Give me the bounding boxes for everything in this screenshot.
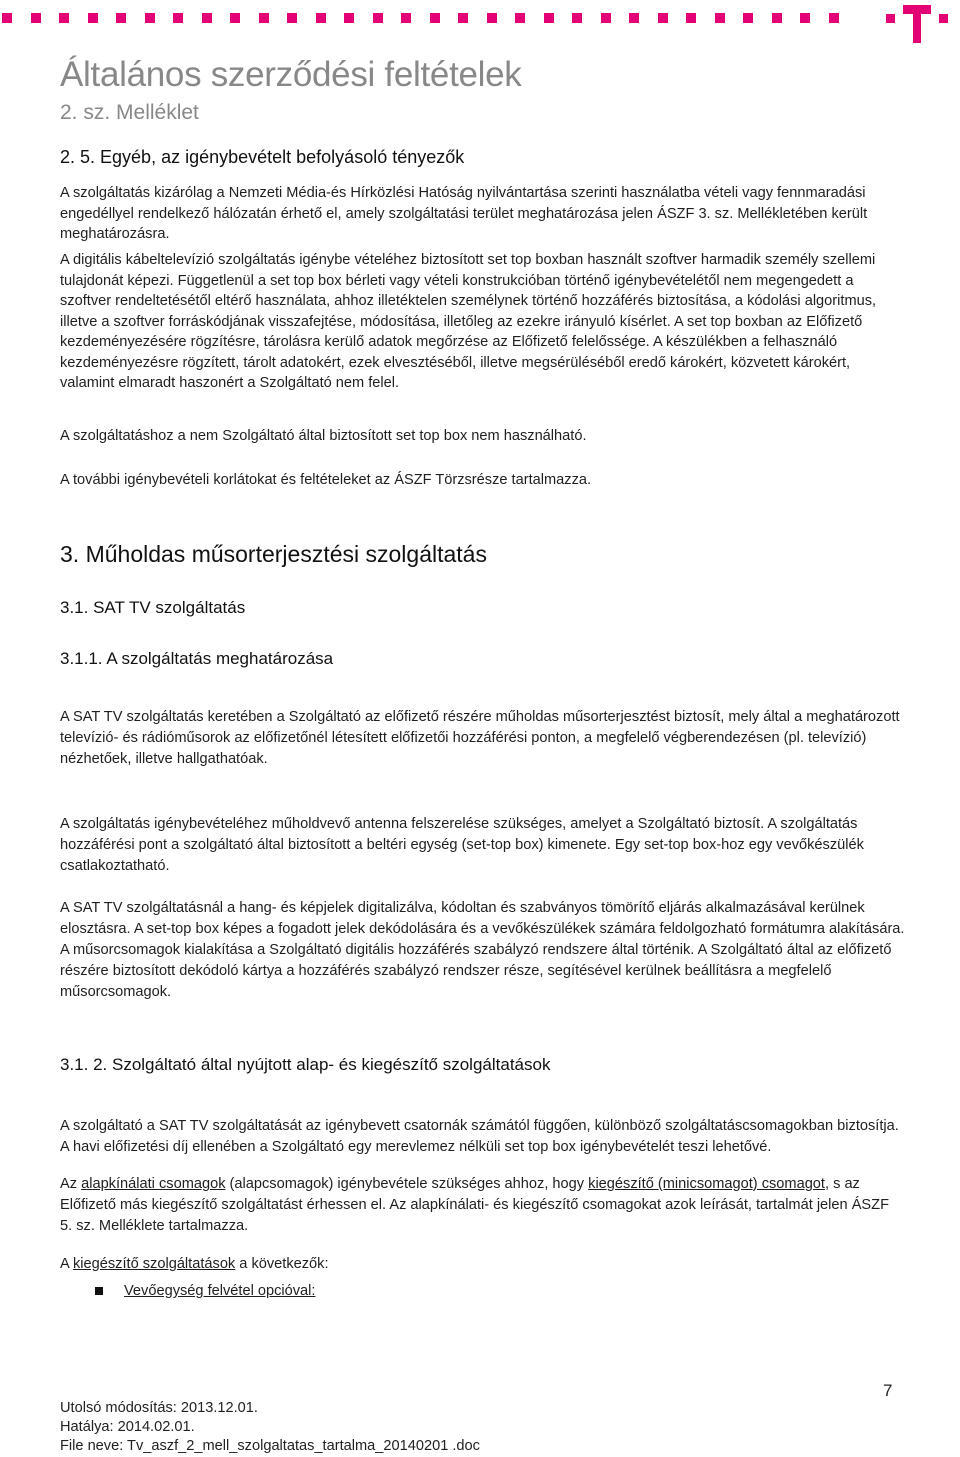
brand-dot [59,13,69,23]
brand-dot [715,13,725,23]
bullet-item: Vevőegység felvétel opcióval: [124,1283,316,1299]
brand-dot [145,13,155,23]
brand-dot [2,13,12,23]
document-subtitle: 2. sz. Melléklet [60,101,199,124]
brand-dot [316,13,326,23]
brand-dot [202,13,212,23]
brand-dot [230,13,240,23]
brand-dot [401,13,411,23]
paragraph: A további igénybevételi korlátokat és feltételeket az ÁSZF Törzsrésze tartalmazza. [60,472,592,488]
brand-dot [686,13,696,23]
telekom-logo [886,5,948,43]
brand-dot [800,13,810,23]
brand-dot [430,13,440,23]
underlined-term: alapkínálati csomagok [81,1176,226,1192]
brand-dot [658,13,668,23]
brand-dot [487,13,497,23]
brand-dot [116,13,126,23]
footer-modified: Utolsó módosítás: 2013.12.01. [60,1400,258,1416]
brand-dot [629,13,639,23]
paragraph: A szolgáltatás igénybevételéhez műholdvevő antenna felszerelése szükséges, amelyet a Szolgáltató biztosít. A szolgáltatás hozzáférési pont a szolgáltató által biztosított a beltéri egység (set-top box) kimenete. Egy set-top box-hoz egy vevőkészülék csatlakoztatható. [60,816,864,874]
section-heading-3-1-1: 3.1.1. A szolgáltatás meghatározása [60,649,334,668]
footer-effective: Hatálya: 2014.02.01. [60,1419,195,1435]
brand-dot [772,13,782,23]
brand-dot [544,13,554,23]
brand-dot-row [2,13,857,23]
paragraph: A SAT TV szolgáltatásnál a hang- és képjelek digitalizálva, kódoltan és szabványos tömörítő eljárás alkalmazásával kerülnek elosztásra. A set-top box képes a fogadott jelek dekódolására és a vevőkészülékek számára feldolgozható formátumra alakítására. A műsorcsomagok kialakítása a Szolgáltató digitális hozzáférés szabályzó rendszere által történik. A Szolgáltató által az előfizető részére biztosított dekódoló kártya a hozzáférés szabályzó rendszer része, segítésével kerülnek beállításra a megfelelő műsorcsomagok. [60,900,905,1000]
brand-dot [373,13,383,23]
brand-dot [173,13,183,23]
brand-dot [829,13,839,23]
brand-dot [344,13,354,23]
section-heading-2-5: 2. 5. Egyéb, az igénybevételt befolyásoló tényezők [60,147,465,167]
brand-dot [515,13,525,23]
brand-dot [31,13,41,23]
underlined-term: kiegészítő szolgáltatások [72,1256,236,1272]
footer-filename: File neve: Tv_aszf_2_mell_szolgaltatas_tartalma_20140201 .doc [60,1438,480,1454]
paragraph: A SAT TV szolgáltatás keretében a Szolgáltató az előfizető részére műholdas műsorterjesztést biztosít, mely által a meghatározott televízió- és rádióműsorok az előfizetőnél létesített előfizetői hozzáférési ponton, a megfelelő végberendezésen (pl. televízió) nézhetőek, illetve hallgathatóak. [60,709,900,767]
brand-dot [572,13,582,23]
paragraph: A szolgáltató a SAT TV szolgáltatását az igénybevett csatornák számától függően, különböző szolgáltatáscsomagokban biztosítja. A havi előfizetési díj ellenében a Szolgáltató egy merevlemez nélküli set top box igénybevételét teszi lehetővé. [60,1118,899,1155]
brand-dot [458,13,468,23]
bullet-square-icon [95,1287,103,1295]
section-heading-3-1: 3.1. SAT TV szolgáltatás [60,598,246,617]
brand-dot [88,13,98,23]
brand-dot [743,13,753,23]
section-heading-3-1-2: 3.1. 2. Szolgáltató által nyújtott alap- és kiegészítő szolgáltatások [60,1055,551,1074]
paragraph: A szolgáltatáshoz a nem Szolgáltató által biztosított set top box nem használható. [60,428,587,444]
section-heading-3: 3. Műholdas műsorterjesztési szolgáltatás [60,541,487,567]
underlined-term: kiegészítő (minicsomagot) csomagot [588,1176,825,1192]
document-title: Általános szerződési feltételek [60,55,522,94]
paragraph-packages: Az alapkínálati csomagok (alapcsomagok) igénybevétele szükséges ahhoz, hogy kiegészítő (minicsomagot) csomagot, s az Előfizető más kiegészítő szolgáltatást érhessen el. Az alapkínálati- és kiegészítő csomagokat azok leírását, tartalmát jelen ÁSZF 5. sz. Melléklete tartalmazza. [60,1176,890,1234]
paragraph: A digitális kábeltelevízió szolgáltatás igénybe vételéhez biztosított set top boxban használt szoftver harmadik személy szellemi tulajdonát képezi. Függetlenül a set top box bérleti vagy vételi konstrukcióban történő igénybevételétől nem megengedett a szoftver rendeltetésétől eltérő használata, ahhoz illetéktelen személynek történő hozzáférés biztosítása, a kódolási algoritmus, illetve a szoftver forráskódjának visszafejtése, módosítása, illetőleg az ezekre irányuló kísérlet. A set top boxban az Előfizető kezdeményezésére rögzítésre, tárolásra kerülő adatok megőrzése az Előfizető felelőssége. A készülékben a felhasználó kezdeményezésre rögzített, tárolt adatokért, ezek elvesztéséből, illetve megsérüléséből eredő károkért, közvetett károkért, valamint elmaradt haszonért a Szolgáltató nem felel. [60,252,877,391]
brand-dot [259,13,269,23]
page-number: 7 [883,1381,893,1400]
brand-dot [601,13,611,23]
paragraph: A szolgáltatás kizárólag a Nemzeti Média-és Hírközlési Hatóság nyilvántartása szerinti használatba vételi vagy fennmaradási engedéllyel rendelkező hálózatán érhető el, amely szolgáltatási terület meghatározása jelen ÁSZF 3. sz. Mellékletében került meghatározásra. [60,185,868,242]
brand-dot [287,13,297,23]
paragraph-supplementary: A kiegészítő szolgáltatások a következők: [60,1256,329,1272]
